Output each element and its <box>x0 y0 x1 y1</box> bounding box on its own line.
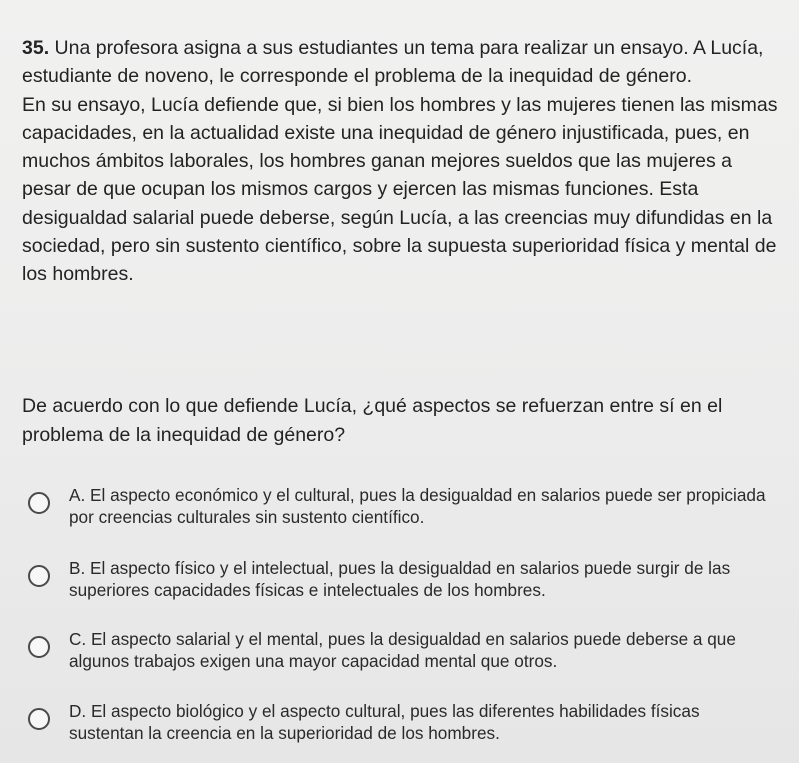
option-a[interactable] <box>22 484 782 534</box>
radio-button-c[interactable] <box>28 636 50 658</box>
option-c[interactable] <box>22 628 782 678</box>
option-c-label: C. El aspecto salarial y el mental, pues la desigualdad en salarios puede deberse a que algunos trabajos exigen una mayor capacidad mental que otros. <box>69 629 736 671</box>
question-number: 35. <box>22 37 50 59</box>
option-b[interactable] <box>22 557 782 607</box>
radio-button-b[interactable] <box>28 565 50 587</box>
question-statement <box>22 34 782 91</box>
option-b-label: B. El aspecto físico y el intelectual, pues la desigualdad en salarios puede surgir de las superiores capacidades físicas e intelectuales de los hombres. <box>69 558 731 600</box>
option-d-label: D. El aspecto biológico y el aspecto cultural, pues las diferentes habilidades físicas sustentan la creencia en la superioridad de los hombres. <box>69 701 700 743</box>
radio-button-d[interactable] <box>28 708 50 730</box>
question-statement-text: Una profesora asigna a sus estudiantes un tema para realizar un ensayo. A Lucía, estudiante de noveno, le corresponde el problema de la inequidad de género. <box>22 37 764 88</box>
question-prompt: De acuerdo con lo que defiende Lucía, ¿qué aspectos se refuerzan entre sí en el problema de la inequidad de género? <box>22 395 723 446</box>
question-block <box>22 34 782 289</box>
question-context: En su ensayo, Lucía defiende que, si bien los hombres y las mujeres tienen las mismas capacidades, en la actualidad existe una inequidad de género injustificada, pues, en muchos ámbitos laborales, los hombres ganan mejores sueldos que las mujeres a pesar de que ocupan los mismos cargos y ejercen las mismas funciones. Esta desigualdad salarial puede deberse, según Lucía, a las creencias muy difundidas en la sociedad, pero sin sustento científico, sobre la supuesta superioridad física y mental de los hombres. <box>22 93 778 286</box>
option-a-label: A. El aspecto económico y el cultural, pues la desigualdad en salarios puede ser propiciada por creencias culturales sin sustento científico. <box>69 485 766 527</box>
option-d[interactable] <box>22 700 782 750</box>
radio-button-a[interactable] <box>28 492 50 514</box>
